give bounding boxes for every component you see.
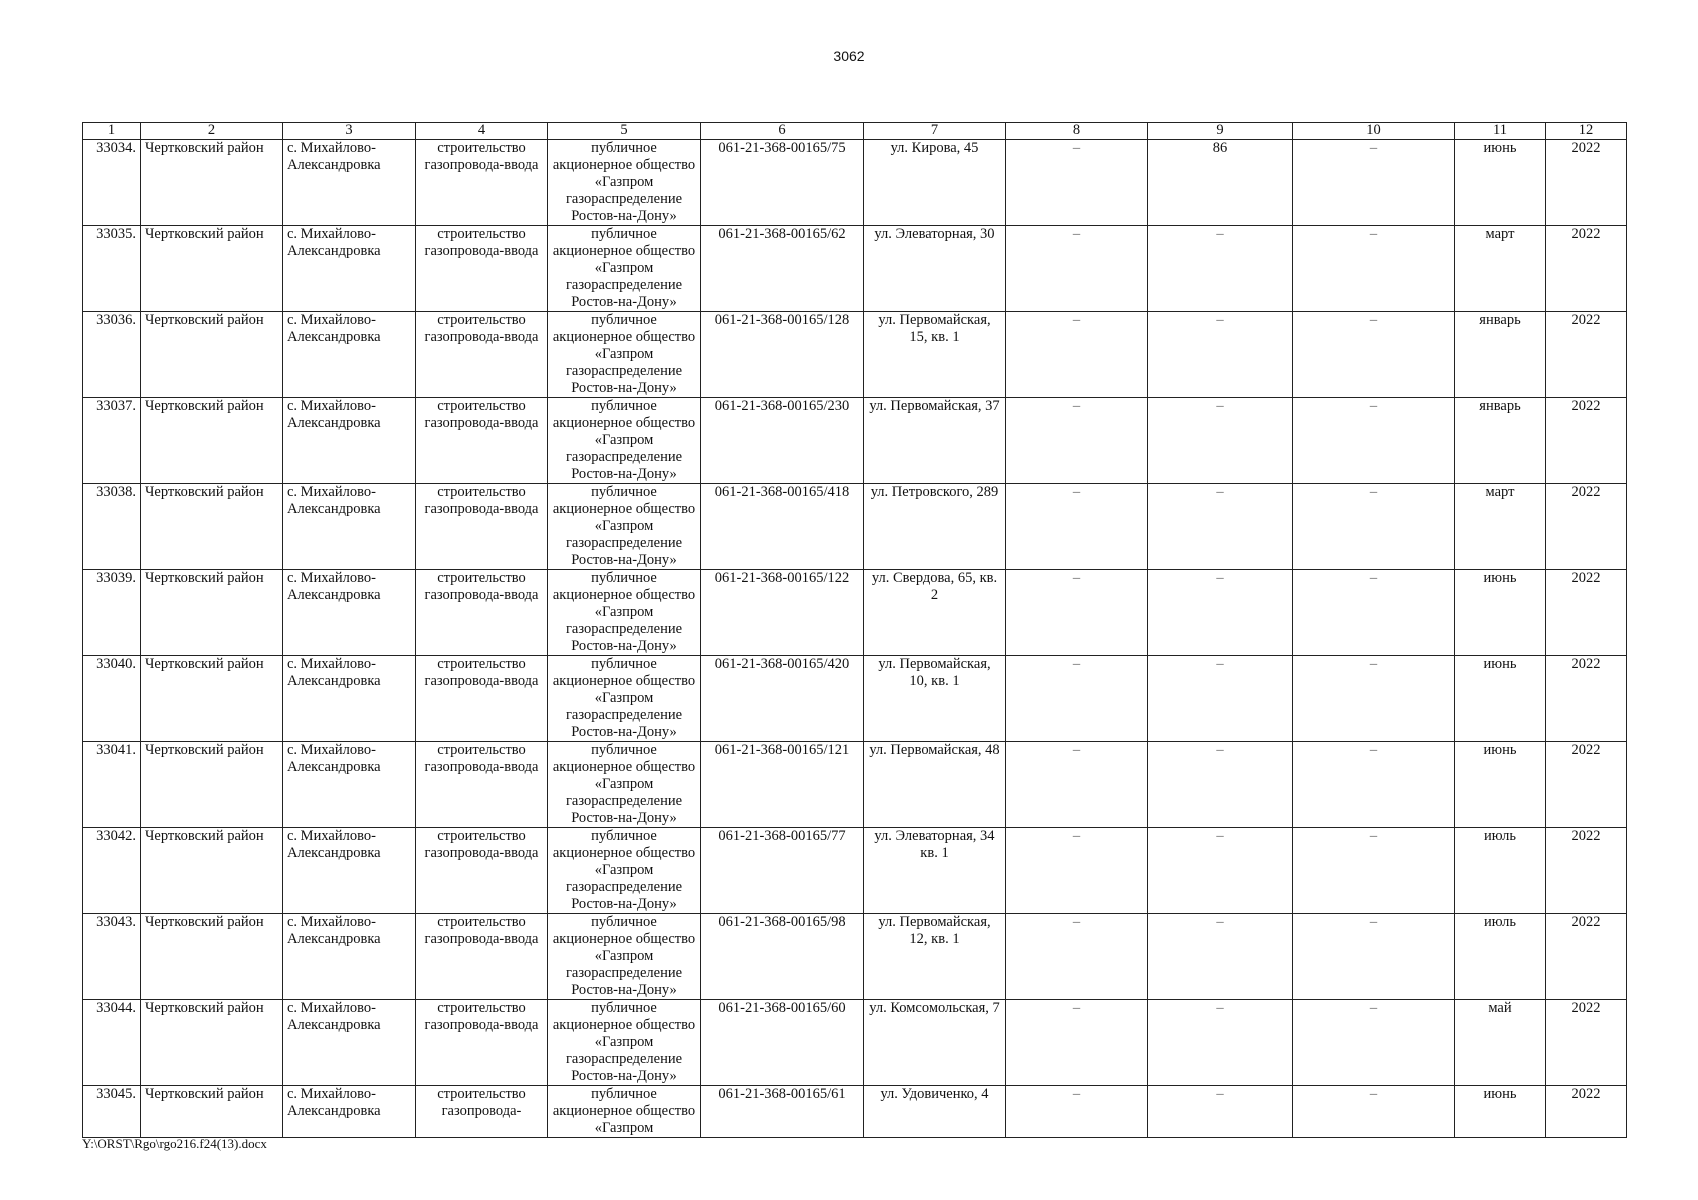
work-type-cell: строительство газопровода-ввода: [416, 570, 548, 656]
month-cell: январь: [1455, 312, 1546, 398]
settlement-cell: с. Михайлово-Александровка: [283, 398, 416, 484]
code-cell: 061-21-368-00165/418: [701, 484, 864, 570]
month-cell: июнь: [1455, 570, 1546, 656]
table-row: [83, 656, 1627, 742]
code-cell: 061-21-368-00165/77: [701, 828, 864, 914]
row-number: 33042.: [83, 828, 141, 914]
col9-cell: –: [1148, 742, 1293, 828]
col9-cell: –: [1148, 1000, 1293, 1086]
district-cell: Чертковский район: [141, 914, 283, 1000]
registry-table: [82, 122, 1627, 1138]
column-header-1: 1: [83, 123, 141, 140]
year-cell: 2022: [1546, 398, 1627, 484]
settlement-cell: с. Михайлово-Александровка: [283, 226, 416, 312]
month-cell: март: [1455, 484, 1546, 570]
row-number: 33037.: [83, 398, 141, 484]
organization-cell: публичное акционерное общество «Газпром газораспределение Ростов-на-Дону»: [548, 828, 701, 914]
district-cell: Чертковский район: [141, 828, 283, 914]
settlement-cell: с. Михайлово-Александровка: [283, 914, 416, 1000]
organization-cell: публичное акционерное общество «Газпром газораспределение Ростов-на-Дону»: [548, 484, 701, 570]
col10-cell: –: [1293, 312, 1455, 398]
month-cell: июнь: [1455, 742, 1546, 828]
district-cell: Чертковский район: [141, 140, 283, 226]
month-cell: июнь: [1455, 140, 1546, 226]
month-cell: январь: [1455, 398, 1546, 484]
column-header-3: 3: [283, 123, 416, 140]
code-cell: 061-21-368-00165/122: [701, 570, 864, 656]
column-header-9: 9: [1148, 123, 1293, 140]
work-type-cell: строительство газопровода-ввода: [416, 484, 548, 570]
table-row: [83, 1086, 1627, 1138]
column-header-11: 11: [1455, 123, 1546, 140]
row-number: 33035.: [83, 226, 141, 312]
column-header-2: 2: [141, 123, 283, 140]
year-cell: 2022: [1546, 828, 1627, 914]
district-cell: Чертковский район: [141, 312, 283, 398]
settlement-cell: с. Михайлово-Александровка: [283, 570, 416, 656]
col10-cell: –: [1293, 140, 1455, 226]
page-number: 3062: [833, 48, 865, 64]
col8-cell: –: [1006, 312, 1148, 398]
settlement-cell: с. Михайлово-Александровка: [283, 140, 416, 226]
address-cell: ул. Петровского, 289: [864, 484, 1006, 570]
district-cell: Чертковский район: [141, 570, 283, 656]
col8-cell: –: [1006, 484, 1148, 570]
col8-cell: –: [1006, 140, 1148, 226]
col9-cell: –: [1148, 914, 1293, 1000]
column-header-12: 12: [1546, 123, 1627, 140]
column-header-6: 6: [701, 123, 864, 140]
col9-cell: –: [1148, 1086, 1293, 1138]
year-cell: 2022: [1546, 484, 1627, 570]
table-row: [83, 742, 1627, 828]
row-number: 33036.: [83, 312, 141, 398]
table-row: [83, 484, 1627, 570]
address-cell: ул. Свердова, 65, кв. 2: [864, 570, 1006, 656]
col10-cell: –: [1293, 1086, 1455, 1138]
organization-cell: публичное акционерное общество «Газпром газораспределение Ростов-на-Дону»: [548, 742, 701, 828]
month-cell: май: [1455, 1000, 1546, 1086]
organization-cell: публичное акционерное общество «Газпром газораспределение Ростов-на-Дону»: [548, 914, 701, 1000]
year-cell: 2022: [1546, 656, 1627, 742]
address-cell: ул. Удовиченко, 4: [864, 1086, 1006, 1138]
organization-cell: публичное акционерное общество «Газпром газораспределение Ростов-на-Дону»: [548, 656, 701, 742]
work-type-cell: строительство газопровода-ввода: [416, 828, 548, 914]
code-cell: 061-21-368-00165/98: [701, 914, 864, 1000]
district-cell: Чертковский район: [141, 1086, 283, 1138]
file-path-footer: Y:\ORST\Rgo\rgo216.f24(13).docx: [82, 1136, 267, 1151]
code-cell: 061-21-368-00165/420: [701, 656, 864, 742]
organization-cell: [548, 1086, 701, 1138]
table-row: [83, 914, 1627, 1000]
organization-cell: публичное акционерное общество «Газпром газораспределение Ростов-на-Дону»: [548, 140, 701, 226]
table-row: [83, 398, 1627, 484]
organization-cell: публичное акционерное общество «Газпром газораспределение Ростов-на-Дону»: [548, 312, 701, 398]
address-cell: ул. Первомайская, 12, кв. 1: [864, 914, 1006, 1000]
district-cell: Чертковский район: [141, 398, 283, 484]
row-number: 33034.: [83, 140, 141, 226]
col10-cell: –: [1293, 828, 1455, 914]
table-row: [83, 570, 1627, 656]
column-header-7: 7: [864, 123, 1006, 140]
table-row: [83, 226, 1627, 312]
col10-cell: –: [1293, 484, 1455, 570]
address-cell: ул. Первомайская, 15, кв. 1: [864, 312, 1006, 398]
code-cell: 061-21-368-00165/128: [701, 312, 864, 398]
work-type-cell: строительство газопровода-ввода: [416, 914, 548, 1000]
organization-text: публичное акционерное общество «Газпром: [552, 1086, 696, 1136]
code-cell: 061-21-368-00165/60: [701, 1000, 864, 1086]
settlement-cell: с. Михайлово-Александровка: [283, 742, 416, 828]
col8-cell: –: [1006, 828, 1148, 914]
month-cell: июнь: [1455, 1086, 1546, 1138]
district-cell: Чертковский район: [141, 742, 283, 828]
col8-cell: –: [1006, 570, 1148, 656]
year-cell: 2022: [1546, 742, 1627, 828]
district-cell: Чертковский район: [141, 484, 283, 570]
year-cell: 2022: [1546, 570, 1627, 656]
col9-cell: –: [1148, 398, 1293, 484]
year-cell: 2022: [1546, 312, 1627, 398]
code-cell: 061-21-368-00165/75: [701, 140, 864, 226]
col8-cell: –: [1006, 1000, 1148, 1086]
col8-cell: –: [1006, 914, 1148, 1000]
code-cell: 061-21-368-00165/61: [701, 1086, 864, 1138]
code-cell: 061-21-368-00165/230: [701, 398, 864, 484]
col10-cell: –: [1293, 1000, 1455, 1086]
col9-cell: –: [1148, 484, 1293, 570]
col10-cell: –: [1293, 226, 1455, 312]
col8-cell: –: [1006, 656, 1148, 742]
column-header-5: 5: [548, 123, 701, 140]
address-cell: ул. Элеваторная, 34 кв. 1: [864, 828, 1006, 914]
work-type-cell: строительство газопровода-ввода: [416, 312, 548, 398]
col8-cell: –: [1006, 1086, 1148, 1138]
table-row: [83, 1000, 1627, 1086]
work-type-cell: строительство газопровода-ввода: [416, 742, 548, 828]
year-cell: 2022: [1546, 914, 1627, 1000]
organization-cell: публичное акционерное общество «Газпром газораспределение Ростов-на-Дону»: [548, 226, 701, 312]
address-cell: ул. Элеваторная, 30: [864, 226, 1006, 312]
organization-cell: публичное акционерное общество «Газпром газораспределение Ростов-на-Дону»: [548, 398, 701, 484]
address-cell: ул. Первомайская, 37: [864, 398, 1006, 484]
settlement-cell: с. Михайлово-Александровка: [283, 1086, 416, 1138]
row-number: 33040.: [83, 656, 141, 742]
col9-cell: 86: [1148, 140, 1293, 226]
table-header-row: [83, 123, 1627, 140]
work-type-cell: строительство газопровода-ввода: [416, 1000, 548, 1086]
code-cell: 061-21-368-00165/121: [701, 742, 864, 828]
col8-cell: –: [1006, 226, 1148, 312]
row-number: 33045.: [83, 1086, 141, 1138]
row-number: 33044.: [83, 1000, 141, 1086]
col10-cell: –: [1293, 398, 1455, 484]
col9-cell: –: [1148, 656, 1293, 742]
col10-cell: –: [1293, 742, 1455, 828]
address-cell: ул. Комсомольская, 7: [864, 1000, 1006, 1086]
month-cell: март: [1455, 226, 1546, 312]
col10-cell: –: [1293, 570, 1455, 656]
organization-cell: публичное акционерное общество «Газпром газораспределение Ростов-на-Дону»: [548, 570, 701, 656]
year-cell: 2022: [1546, 1000, 1627, 1086]
address-cell: ул. Первомайская, 48: [864, 742, 1006, 828]
settlement-cell: с. Михайлово-Александровка: [283, 1000, 416, 1086]
work-type-cell: строительство газопровода-ввода: [416, 656, 548, 742]
settlement-cell: с. Михайлово-Александровка: [283, 312, 416, 398]
row-number: 33038.: [83, 484, 141, 570]
row-number: 33043.: [83, 914, 141, 1000]
settlement-cell: с. Михайлово-Александровка: [283, 828, 416, 914]
address-cell: ул. Первомайская, 10, кв. 1: [864, 656, 1006, 742]
col8-cell: –: [1006, 398, 1148, 484]
column-header-10: 10: [1293, 123, 1455, 140]
col10-cell: –: [1293, 914, 1455, 1000]
year-cell: 2022: [1546, 140, 1627, 226]
month-cell: июль: [1455, 828, 1546, 914]
col9-cell: –: [1148, 226, 1293, 312]
month-cell: июнь: [1455, 656, 1546, 742]
district-cell: Чертковский район: [141, 1000, 283, 1086]
col8-cell: –: [1006, 742, 1148, 828]
row-number: 33041.: [83, 742, 141, 828]
year-cell: 2022: [1546, 226, 1627, 312]
col10-cell: –: [1293, 656, 1455, 742]
column-header-4: 4: [416, 123, 548, 140]
district-cell: Чертковский район: [141, 226, 283, 312]
col9-cell: –: [1148, 312, 1293, 398]
organization-cell: публичное акционерное общество «Газпром газораспределение Ростов-на-Дону»: [548, 1000, 701, 1086]
address-cell: ул. Кирова, 45: [864, 140, 1006, 226]
row-number: 33039.: [83, 570, 141, 656]
col9-cell: –: [1148, 570, 1293, 656]
settlement-cell: с. Михайлово-Александровка: [283, 484, 416, 570]
work-type-cell: строительство газопровода-ввода: [416, 140, 548, 226]
month-cell: июль: [1455, 914, 1546, 1000]
work-type-cell: строительство газопровода-: [416, 1086, 548, 1138]
settlement-cell: с. Михайлово-Александровка: [283, 656, 416, 742]
col9-cell: –: [1148, 828, 1293, 914]
table-row: [83, 828, 1627, 914]
code-cell: 061-21-368-00165/62: [701, 226, 864, 312]
table-row: [83, 312, 1627, 398]
work-type-cell: строительство газопровода-ввода: [416, 398, 548, 484]
table-row: [83, 140, 1627, 226]
year-cell: 2022: [1546, 1086, 1627, 1138]
district-cell: Чертковский район: [141, 656, 283, 742]
work-type-cell: строительство газопровода-ввода: [416, 226, 548, 312]
column-header-8: 8: [1006, 123, 1148, 140]
